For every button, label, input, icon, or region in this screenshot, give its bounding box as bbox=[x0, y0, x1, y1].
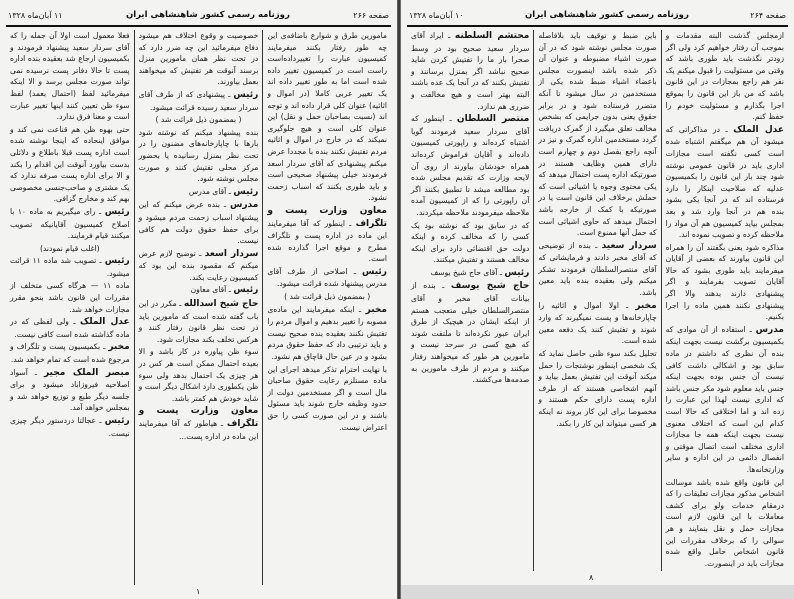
paragraph-text: بنده از توضیحی که آقای مخبر دادند و فرمایشاتی که آقای منتصرالسلطان فرمودند تشکر میکنم ولی بعقیده بنده باید معین باشد. bbox=[538, 240, 657, 298]
paragraph-text: بنده از بیانات آقای مخبر و آقای منتصرالسلطان خیلی متعجب هستم از اینکه ایشان در هیچیک از طرق ایران عبور نکرده‌اند تا ملتفت شوند که هیچ کسی در سرحد نیست و مامورین هر طور که میخواهند رفتار میکنند و مردم از طرف مامورین به صدمه‌ها می‌کشند. bbox=[411, 281, 530, 385]
newspaper-title: روزنامه رسمی کشور شاهنشاهی ایران bbox=[125, 10, 290, 20]
speaker-name: مدرس bbox=[229, 200, 259, 211]
paragraph-text: پیشنهادی که از طرف آقای سردار سعید رسیده قرائت میشود. bbox=[138, 89, 259, 112]
paragraph-text: استفاده از آن موادی که بکمیسیون برگشت نیست بجهت اینکه بنده آن نظری که داشتم در ماده سابق بود و اشکالی داشت کافی نیست آن جنس بوده بجهت اینکه جنس باید معلوم شود مکر جنس باشد که اداری نیست لهذا این عبارت را زده اند و اما اختلافی که حالا است کدام این است که اختلاف معنوی نیست بجهت اینکه همه جا مجازات اداری مختلف است اتصال موقتی و انفصال دائمی در این اداره و سایر وزارتخانه‌ها. bbox=[665, 324, 784, 474]
paragraph-text: اینکه میفرمایند این ماده‌ی مصوبه را تغییر بدهیم و اموال مردم را تفتیش نکنند بعقیده بنده صحیح نیست و باید ترتیبی داد که حفظ حقوق مردم بشود و در عین حال قاچاق هم نشود. bbox=[267, 304, 387, 362]
paragraph: معاون وزارت پست و تلگراف ـ اینطور که آقا میفرمایند این ماده در اداره پست و تلگراف مطرح و موقع اجرا گذارده شده است. bbox=[267, 205, 387, 264]
newspaper-page-right bbox=[401, 0, 794, 585]
paragraph: رئیس ـ تصویب شد ماده ۱۱ قرائت میشود. bbox=[9, 256, 130, 278]
paragraph-text: بنده عرض میکنم که این پیشنهاد اسباب زحمت مردم میشود و برای حفظ حقوق دولت هم کافی نیست. bbox=[138, 200, 259, 246]
paragraph-text: رای میگیریم به ماده ۱۰ با اصلاح کمیسیون آقایانیکه تصویب میکنند قیام فرمایند. bbox=[9, 206, 130, 241]
speaker-name: رئیس bbox=[104, 256, 130, 267]
text-column bbox=[661, 30, 788, 571]
speaker-name: منتصر السلطان bbox=[456, 114, 530, 125]
paragraph: مدرس ـ استفاده از آن موادی که بکمیسیون برگشت نیست بجهت اینکه بنده آن نظری که داشتم در ماده سابق بود و اشکالی داشت کافی نیست آن جنس بوده بجهت اینکه جنس باید معلوم شود مکر جنس باشد که اداری نیست لهذا این عبارت را زده اند و اما اختلافی که حالا است کدام این است که اختلاف معنوی نیست بجهت اینکه همه جا مجازات اداری مختلف است اتصال موقتی و انفصال دائمی در این اداره و سایر وزارتخانه‌ها. bbox=[665, 324, 784, 474]
paragraph: مخبر ـ اینکه میفرمایند این ماده‌ی مصوبه را تغییر بدهیم و اموال مردم را تفتیش نکنند بعقیده بنده صحیح نیست و باید ترتیبی داد که حفظ حقوق مردم بشود و در عین حال قاچاق هم نشود. bbox=[267, 304, 387, 362]
paragraph-text: آقای مدرس bbox=[188, 186, 227, 196]
text-column bbox=[407, 30, 533, 571]
paragraph bbox=[538, 30, 656, 239]
paragraph: عدل الملک ـ ولی لفظی که در ماده گذاشته شده است کافی نیست. bbox=[9, 317, 130, 339]
paragraph: سردار اسعد ـ توضیح لازم عرض میکنم که مقصود بنده این بود که کمیسیون رعایت بکند. bbox=[138, 248, 259, 282]
paragraph: منتصر السلطان ـ اینطور که آقای سردار سعید فرمودند گویا اشتباه کرده‌اند و راپورتی کمیسیون داده‌اند و آقایان فراموش کرده‌اند همراه خودشان بیاورند از روی آن لایحه وزارت که تقدیم مجلس شده بود مطالعه میشد تا تطبیق بکنند اگر آن راپورتی را که از کمیسیون آمده ملاحظه میفرمودند ملاحظه میکردند. bbox=[411, 114, 530, 217]
paragraph-text: تحلیل بکند سوء ظنی حاصل نماید که یک شخصی اینطور نوشتجات را حمل میکند آنوقت این تفتیش بعمل بیاید و آنهم اشخاصی هستند که از طرف اداره پست دارای حکم هستند و مخصوصا برای این کار بروند نه اینکه هر کسی میتواند این کار را بکند. bbox=[538, 349, 657, 428]
paragraph-text: مذاکره شود یعنی بگفتند آن را همراه این قانون بیاورند که بعضی از آقایان میفرمایند باید طوری بشود که حالا آقایان تصویب بفرمایند و اگر پیشنهادی دارند بدهند والا اگر پیشنهادی نکنند همین ماده را اجرا بکنیم. bbox=[665, 242, 784, 322]
speaker-name: رئیس bbox=[104, 206, 130, 217]
paragraph-text: اینطور که آقا میفرمایند این ماده در اداره پست و تلگراف مطرح و موقع اجرا گذارده شده است. bbox=[267, 218, 387, 264]
speaker-name: رئیس bbox=[362, 266, 387, 277]
paragraph: رئیس ـ آقای مدرس bbox=[188, 186, 259, 197]
paragraph bbox=[666, 242, 784, 323]
newspaper-title: روزنامه رسمی کشور شاهنشاهی ایران bbox=[524, 10, 689, 20]
paragraph bbox=[666, 30, 784, 123]
speaker-name: حاج شیخ اسدالله bbox=[183, 299, 259, 310]
paragraph-text: فعلا معمول است اولا آن جمله را که آقای سردار سعید پیشنهاد فرمودند و بکمیسیون ارجاع شد بعقیده بنده اداره پست تا حالا دفاتر پست نرسیده نمی تواند صورت مجلس برسد و الا اینکه میفرمائید لفظ (احتمال بعمد) لفظ سوء ظن تعیین کنند اینها تغییر عبارت است و معنا فرق ندارد. bbox=[9, 31, 130, 122]
paragraph-text: ( بمضمون ذیل قرائت شد ) bbox=[155, 115, 242, 125]
paragraph-text: (اغلب قیام نمودند) bbox=[39, 243, 100, 253]
paragraph: حاج شیخ یوسف ـ بنده از بیانات آقای مخبر و آقای منتصرالسلطان خیلی متعجب هستم از اینکه ایشان در هیچیک از طرق ایران عبور نکرده‌اند تا ملتفت شوند که هیچ کسی در سرحد نیست و مامورین هر طور که میخواهند رفتار میکنند و مردم از طرف مامورین به صدمه‌ها می‌کشند. bbox=[411, 281, 530, 385]
speaker-name: رئیس bbox=[233, 89, 259, 100]
paragraph: سردار سعید ـ بنده از توضیحی که آقای مخبر دادند و فرمایشاتی که آقای منتصرالسلطان فرمودند تشکر میکنم ولی بعقیده بنده باید معین باشد. bbox=[538, 240, 657, 298]
speaker-name: مخبر bbox=[635, 300, 657, 311]
paragraph-text: باین ضبط و توقیف باید بلافاصله صورت مجلس نوشته شود که در آن صورت اشیاء مضبوطه و عنوان آن ذکر شده باشد اینصورت مجلس باعضاء اشیاء ضبط شده یکی از مستخدمین در سال میشود تا آنکه متضرر فرستاده شود و در برابر حقوق یعنی بدون جرایمی که بشخص مخالف تعلق میگیرد از گمرک دریافت گردد مستخدمین اداره گمرک و نیز در آنچه راجع بفصل دوم و چهارم است دارای همین وظایف هستند در صورتیکه اداره پست احتمال میدهد که یکی محتوی وجوه یا اشیائی است که حملش برخلاف این قانون است یا در صورتیکه با کمک از خارجه باشد احتمال میدهد که حاوی اشیائی است که حمل آنها ممنوع است. bbox=[538, 31, 657, 238]
folio-number: ۱ bbox=[196, 587, 201, 596]
paragraph: رئیس ـ آقای معاون bbox=[190, 285, 259, 296]
speaker-name: عدل الملک bbox=[733, 124, 784, 135]
paragraph: مدرس ـ بنده عرض میکنم که این پیشنهاد اسباب زحمت مردم میشود و برای حفظ حقوق دولت هم کافی نیست. bbox=[138, 200, 259, 246]
speaker-name: سردار سعید bbox=[601, 240, 657, 251]
paragraph: رئیس ـ رای میگیریم به ماده ۱۰ با اصلاح کمیسیون آقایانیکه تصویب میکنند قیام فرمایند. bbox=[9, 206, 130, 241]
paragraph-text: سوء ظن پیاوره در کار باشد و الا بعیده احتمال ممکن است هر کس در هر چیزی یک احتمال بدهد ولی سوء ظن یکطوری دارد اشکال دیگر است و شاید خودش هم کمتر باشد. bbox=[138, 347, 259, 403]
paragraph-text: توضیح لازم عرض میکنم که مقصود بنده این بود که کمیسیون رعایت بکند. bbox=[138, 248, 259, 282]
paragraph bbox=[666, 477, 784, 570]
paragraph bbox=[267, 291, 387, 303]
speaker-name: مدرس bbox=[755, 324, 784, 335]
paragraph: رئیس ـ اصلاحی از طرف آقای مدرس پیشنهاد شده قرائت میشود. bbox=[267, 266, 387, 289]
paragraph: رئیس ـ آقای حاج شیخ یوسف bbox=[430, 267, 530, 278]
paragraph bbox=[139, 346, 259, 404]
speaker-name: رئیس bbox=[504, 267, 530, 278]
speaker-name: رئیس bbox=[233, 186, 259, 197]
paragraph bbox=[267, 364, 387, 434]
page-header bbox=[8, 8, 389, 22]
issue-date: ۱۱ آبان‌ماه ۱۳۲۸ bbox=[8, 10, 63, 20]
paragraph: رئیس ـ پیشنهادی که از طرف آقای سردار سعید رسیده قرائت میشود. bbox=[138, 89, 259, 112]
paragraph-text: ولی لفظی که در ماده گذاشته شده است کافی نیست. bbox=[9, 317, 130, 339]
folio-number: ۸ bbox=[589, 573, 594, 582]
text-column bbox=[533, 30, 660, 571]
paragraph-text: بکمیسیون پست و تلگراف و مرجوع شده است که تمام خواهد شد. bbox=[9, 342, 130, 365]
paragraph bbox=[267, 30, 387, 204]
text-column bbox=[262, 30, 391, 585]
speaker-name: مخبر bbox=[365, 304, 387, 315]
paragraph-text: خصوصیت و وقوع اختلاف هم میشود دفاع میفرمائید این چه ضرر دارد که در تحت نظر همان مامورین منزل برسند آنوقت هر تفتیش که میخواهند بعمل بیاورند. bbox=[138, 31, 259, 87]
paragraph-text: عجالتا دردستور دیگر چیزی نیست. bbox=[9, 416, 130, 438]
paragraph: مخبر ـ اولا اموال و اثاثیه را چاپارخانه‌ها و پست نمیگیرند که وارد شوند و تفتیش کنند یک دفعه معین شده است. bbox=[538, 300, 657, 346]
speaker-name: سردار اسعد bbox=[204, 248, 259, 259]
paragraph-text: آقای حاج شیخ یوسف bbox=[430, 267, 498, 277]
paragraph: عدل الملک ـ در مذاکراتی که میشود آن هم میگفتم اشتباه شده است کسی نگفته است مجازات اداری باید در قانون عمومی نوشته شود چند بار این قانون را بکمیسیون عدلیه که صلاحیت اینکار را دارد فرستاده اند که در آنجا یکی بشود بنده هم در آنجا وارد شد و بعد بمجلس بیاید کمیسیون هم آن مواد را ملاحظه کرده و تصویب نموده اند. bbox=[665, 124, 784, 240]
paragraph-text: آسواد اصلاحیه فیروزاباد میشود و برای جلسه دیگر طبع و توزیع خواهد شد و بمجلس خواهد آمد. bbox=[9, 367, 130, 413]
speaker-name: معاون وزارت پست و تلگراف bbox=[138, 406, 259, 429]
paragraph-text: تصویب شد ماده ۱۱ قرائت میشود. bbox=[9, 256, 130, 278]
paragraph bbox=[411, 220, 529, 266]
issue-date: ۱۰ آبان‌ماه ۱۳۲۸ bbox=[409, 10, 464, 20]
speaker-name: مخبر bbox=[108, 342, 130, 353]
paragraph-text: آقای معاون bbox=[190, 285, 227, 295]
speaker-name: رئیس bbox=[104, 416, 130, 426]
paragraph-text: که در سابق بود که نوشته بود یک کسی را که مخالف کرده و اینکه دولت حق اقتضائی دارد برای اینکه مخالف هستند و تفتیش میکنند. bbox=[411, 220, 530, 265]
paragraph-text: مامورین طرق و شوارع باضافه‌ی این چه طور رفتار بکنند میفرمایند کمیسیون عبارت را تغییرداده‌است راست است در کمیسیون تغییر داده شده است اما به طور تغییر داده اند یک تغییر عربی کاملا (در اموال و اثاثیه) عنوان کلی قرار داده اند و توجه اند (نسبت بصاحبان حمل و نقل) این عنوان کلی است و هیچ جلوگیری نمیکند که در خارج در اموال و اثاثیه مردم تفتیش نکنند بنده با مجددا عرض میکنم پیشنهادی که آقای سردار اسعد فرمودند خیلی پیشنهاد صحیحی است و باید طوری بکنند که اسباب زحمت نشود. bbox=[267, 31, 387, 203]
paragraph-text: ماده ۱۱ — هرگاه کسی متخلف از مقررات این قانون باشد بنحو مقرر مجازات خواهد شد. bbox=[9, 281, 130, 314]
paragraph: مخبر ـ بکمیسیون پست و تلگراف و مرجوع شده است که تمام خواهد شد. bbox=[9, 342, 130, 365]
text-column bbox=[6, 30, 134, 585]
header-rule bbox=[407, 25, 788, 27]
paragraph bbox=[139, 127, 259, 185]
paragraph-text: مکرر در این باب گفته شده است که مامورین باید در تحت نظر قانون رفتار کنند و هرکس تخلف بکند مجازات شود. bbox=[138, 299, 259, 344]
speaker-name: مبصر الملک مجیر bbox=[43, 367, 130, 378]
speaker-name: رئیس bbox=[233, 285, 259, 296]
paragraph-text: ایراد آقای سردار سعید صحیح بود در وسط صحرا بار ما را تفتیش کردن شاید صحیح نباشد اگر بمنزل برسانند و تفتیش بکنند که در آنجا یک عده باشند البته بهتر است و هیچ مخالفت و ضرری هم ندارد. bbox=[411, 31, 530, 111]
page-number-label: صفحه ۲۶۴ bbox=[750, 10, 786, 20]
paragraph-text: بنده پیشنهاد میکنم که نوشته شود بارها با چاپارخانه‌های مضنون را در تحت نظر بمنزل رسانیده یا بحضور مرکز محلی تفتیش کنند و صورت مجلس نوشته شود. bbox=[138, 127, 259, 184]
paragraph-text: با نهایت احترام تذکر میدهد اجرای این ماده مستلزم رعایت حقوق صاحبان مال است و اگر مستخدمین دولت از حدود وظیفه خارج شوند باید مسئول باشند و در این صورت کسی را حق اعتراض نیست. bbox=[267, 364, 387, 432]
paragraph bbox=[10, 30, 130, 123]
page-number-label: صفحه ۲۶۶ bbox=[353, 10, 389, 20]
speaker-name: معاون وزارت پست و تلگراف bbox=[267, 205, 387, 229]
paragraph bbox=[538, 348, 656, 429]
paragraph-text: ازمجلس گذشت البته مقدمات و بموجب آن رفتار خواهیم کرد ولی اگر زودتر نگذشت باید طوری باشد که وقتی من مسئولیت را قبول میکنم یک نفر هم راجع بمجازات در این قانون باشد که من باز این قانون را بموقع اجرا بگذارم و مسئولیت خودم را حفظ کنم. bbox=[665, 31, 784, 122]
speaker-name: محتشم السلطنه bbox=[454, 31, 530, 41]
paragraph-text: حتی بهوه ظن هم قناعت نمی کند و موافق اینحاده که اینجا نوشته شده است اداره پست قبلا باطلاع و دلائلی بدست بیاورد آنوقت این اقدام را بکند و الا برای اداره پست صرفه ندارد که یک مشتری و صاحب‌جنسی مخصوصی بهم کند و مخارج گزافی. bbox=[9, 124, 130, 204]
paragraph: معاون وزارت پست و تلگراف ـ هیاطور که آقا میفرمایند این ماده در اداره پست... bbox=[138, 406, 259, 441]
speaker-name: عدل الملک bbox=[79, 317, 130, 328]
columns bbox=[407, 30, 788, 571]
columns bbox=[6, 30, 391, 585]
paragraph: محتشم السلطنه ـ ایراد آقای سردار سعید صحیح بود در وسط صحرا بار ما را تفتیش کردن شاید صحیح نباشد اگر بمنزل برسانند و تفتیش بکنند که در آنجا یک عده باشند البته بهتر است و هیچ مخالفت و ضرری هم ندارد. bbox=[411, 31, 530, 111]
paragraph-text: هیاطور که آقا میفرمایند این ماده در اداره پست... bbox=[138, 419, 259, 441]
paragraph bbox=[10, 280, 130, 315]
paragraph: مبصر الملک مجیر ـ آسواد اصلاحیه فیروزاباد میشود و برای جلسه دیگر طبع و توزیع خواهد شد و بمجلس خواهد آمد. bbox=[9, 367, 130, 413]
paragraph bbox=[10, 124, 130, 205]
paragraph-text: ( بمضمون ذیل قرائت شد ) bbox=[284, 292, 371, 302]
paragraph-text: اولا اموال و اثاثیه را چاپارخانه‌ها و پست نمیگیرند که وارد شوند و تفتیش کنند یک دفعه معین شده است. bbox=[538, 300, 657, 346]
paragraph bbox=[139, 30, 259, 88]
header-rule bbox=[6, 25, 391, 27]
paragraph-text: اینطور که آقای سردار سعید فرمودند گویا اشتباه کرده‌اند و راپورتی کمیسیون داده‌اند و آقایان فراموش کرده‌اند همراه خودشان بیاورند از روی آن لایحه وزارت که تقدیم مجلس شده بود مطالعه میشد تا تطبیق بکنند اگر آن راپورتی را که از کمیسیون آمده ملاحظه میفرمودند ملاحظه میکردند. bbox=[411, 114, 530, 217]
paragraph-text: اصلاحی از طرف آقای مدرس پیشنهاد شده قرائت میشود. bbox=[267, 266, 387, 289]
speaker-name: حاج شیخ یوسف bbox=[450, 281, 530, 292]
paragraph: حاج شیخ اسدالله ـ مکرر در این باب گفته شده است که مامورین باید در تحت نظر قانون رفتار کنند و هرکس تخلف بکند مجازات شود. bbox=[138, 299, 259, 344]
text-column bbox=[134, 30, 263, 585]
paragraph bbox=[139, 114, 259, 126]
page-header bbox=[409, 8, 786, 22]
paragraph-text: در مذاکراتی که میشود آن هم میگفتم اشتباه شده است کسی نگفته است مجازات اداری باید در قانون عمومی نوشته شود چند بار این قانون را بکمیسیون عدلیه که صلاحیت اینکار را دارد فرستاده اند که در آنجا یکی بشود بنده هم در آنجا وارد شد و بعد بمجلس بیاید کمیسیون هم آن مواد را ملاحظه کرده و تصویب نموده اند. bbox=[665, 124, 784, 240]
paragraph-text: این قانون واقع شده باشد موسالت اشخاص مذکور مجازات تعلیقات را که درمقام خدمات ولو برای کشف معاملات با این قانون لازم است مجازات حمل و نقل بنمایند و هر سوالی را که برخلاف مقررات این قانون اشخاص حامل واقع شده مجازات باید در اینصورت. bbox=[665, 477, 784, 568]
paragraph bbox=[10, 243, 130, 255]
paragraph: رئیس ـ عجالتا دردستور دیگر چیزی نیست. bbox=[9, 416, 130, 438]
